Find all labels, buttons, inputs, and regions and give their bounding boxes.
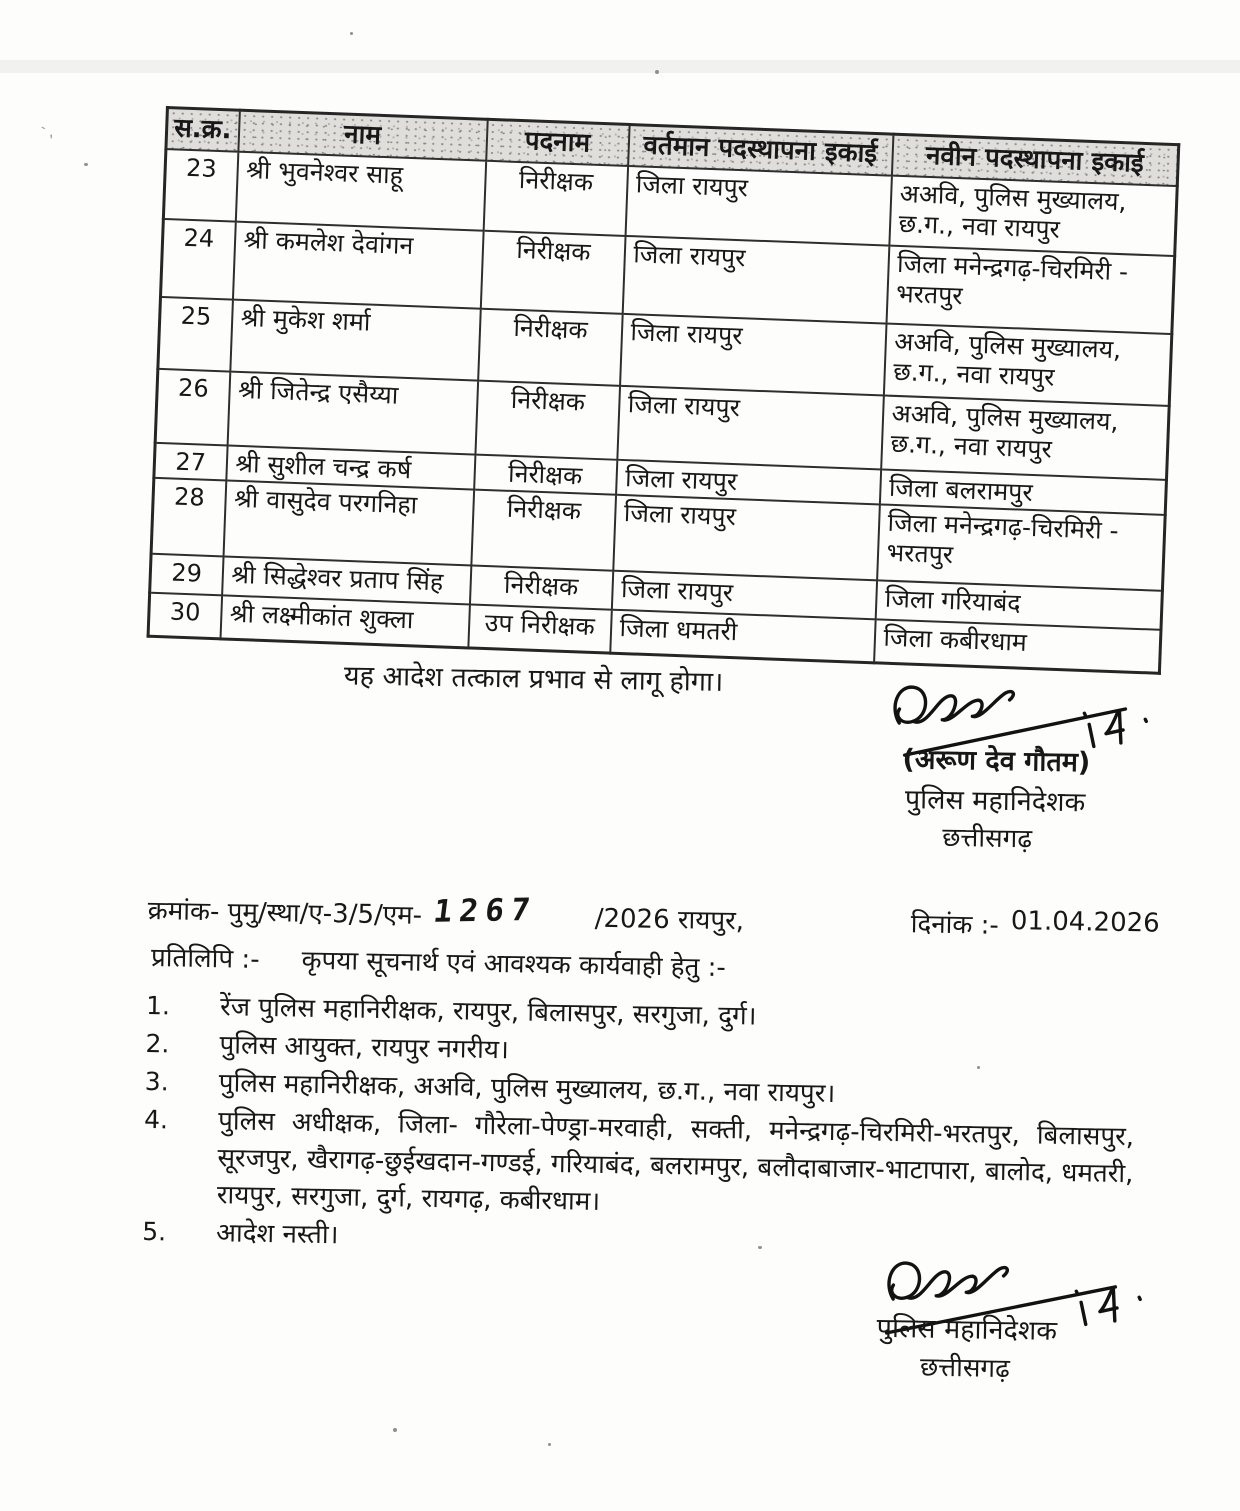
cell-serial: 28: [151, 477, 226, 556]
header-name: नाम: [238, 110, 487, 160]
list-item-text: पुलिस अधीक्षक, जिला- गौरेला-पेण्ड्रा-मरवाही, सक्ती, मनेन्द्रगढ़-चिरमिरी-भरतपुर, बिलासपुर, सूरजपुर, खैरागढ़-छुईखदान-गण्डई, गरियाबंद, बलरामपुर, बलौदाबाजार-भाटापारा, बालोद, धमतरी, रायपुर, सरगुजा, दुर्ग, रायगढ़, कबीरधाम।: [216, 1106, 1135, 1217]
copy-purpose-text: कृपया सूचनार्थ एवं आवश्यक कार्यवाही हेतु :-: [301, 945, 727, 984]
list-item-number: 5.: [141, 1216, 167, 1247]
cell-new-unit: जिला मनेन्द्रगढ़-चिरमिरी - भरतपुर: [877, 504, 1166, 590]
list-item-number: 3.: [144, 1066, 169, 1097]
cell-designation: निरीक्षक: [483, 160, 627, 235]
date-value: 01.04.2026: [1010, 906, 1161, 939]
list-item-number: 2.: [145, 1028, 170, 1059]
reference-number-line: [148, 891, 1160, 945]
cell-name: श्री वासुदेव परगनिहा: [223, 480, 474, 565]
cell-designation: निरीक्षक: [474, 454, 617, 494]
cell-serial: 25: [158, 296, 233, 371]
date-label: दिनांक :-: [910, 909, 1000, 941]
list-item-text: पुलिस महानिरीक्षक, अअवि, पुलिस मुख्यालय, छ.ग., नवा रायपुर।: [218, 1068, 836, 1109]
list-item-number: 4.: [143, 1104, 169, 1135]
cell-new-unit: अअवि, पुलिस मुख्यालय, छ.ग., नवा रायपुर: [889, 175, 1177, 255]
cell-new-unit: अअवि, पुलिस मुख्यालय, छ.ग., नवा रायपुर: [881, 395, 1170, 479]
ref-year-place: /2026 रायपुर,: [594, 903, 745, 937]
cell-new-unit: जिला गरियाबंद: [875, 580, 1162, 629]
cell-current-unit: जिला रायपुर: [611, 570, 876, 619]
cell-name: श्री भुवनेश्वर साहू: [235, 151, 485, 230]
cell-serial: 29: [150, 553, 223, 595]
header-serial: स.क्र.: [166, 108, 239, 152]
cell-new-unit: अअवि, पुलिस मुख्यालय, छ.ग., नवा रायपुर: [883, 323, 1171, 405]
cell-name: श्री कमलेश देवांगन: [232, 221, 483, 308]
list-item-text: रेंज पुलिस महानिरीक्षक, रायपुर, बिलासपुर, सरगुजा, दुर्ग।: [219, 992, 757, 1032]
cell-designation: निरीक्षक: [471, 489, 616, 570]
effective-immediately-line: यह आदेश तत्काल प्रभाव से लागू होगा।: [343, 660, 724, 698]
cell-serial: 26: [155, 368, 230, 445]
cell-new-unit: जिला बलरामपुर: [879, 469, 1166, 514]
scan-smudge: `‚: [39, 123, 53, 143]
header-current-unit: वर्तमान पदस्थापना इकाई: [628, 124, 893, 175]
cell-serial: 24: [161, 218, 236, 299]
list-item-text: पुलिस आयुक्त, रायपुर नगरीय।: [219, 1030, 510, 1066]
cell-serial: 23: [163, 149, 238, 222]
signatory-title: पुलिस महानिदेशक: [876, 1312, 1058, 1347]
cell-designation: निरीक्षक: [475, 380, 620, 459]
cell-new-unit: जिला मनेन्द्रगढ़-चिरमिरी - भरतपुर: [886, 245, 1175, 333]
list-item-text: आदेश नस्ती।: [215, 1218, 339, 1251]
copy-to-line: [151, 938, 726, 984]
cell-name: श्री सुशील चन्द्र कर्ष: [226, 445, 475, 489]
cell-name: श्री सिद्धेश्वर प्रताप सिंह: [222, 556, 471, 604]
cell-name: श्री जितेन्द्र एसैय्या: [227, 371, 478, 454]
signatory-state: छत्तीसगढ़: [941, 822, 1033, 855]
cell-current-unit: जिला रायपुर: [620, 313, 886, 395]
cell-name: श्री मुकेश शर्मा: [230, 299, 480, 380]
cell-current-unit: जिला रायपुर: [625, 165, 891, 245]
cell-designation: निरीक्षक: [478, 308, 623, 385]
cell-serial: 27: [154, 442, 227, 480]
cell-designation: निरीक्षक: [480, 230, 625, 313]
cell-current-unit: जिला रायपुर: [617, 385, 884, 469]
cell-designation: उप निरीक्षक: [468, 604, 612, 653]
list-item: [143, 1102, 1137, 1230]
list-item-number: 1.: [145, 990, 171, 1021]
header-designation: पदनाम: [486, 119, 629, 165]
cell-serial: 30: [148, 592, 222, 639]
signatory-title: पुलिस महानिदेशक: [904, 784, 1086, 819]
ref-prefix: क्रमांक- पुमु/स्था/ए-3/5/एम-: [147, 895, 423, 931]
cell-new-unit: जिला कबीरधाम: [874, 619, 1161, 673]
handwritten-ref-number: 1267: [431, 892, 540, 930]
copy-distribution-list: [142, 988, 1138, 1269]
cell-designation: निरीक्षक: [469, 565, 612, 609]
signatory-name: (अरूण देव गौतम): [902, 744, 1091, 779]
cell-current-unit: जिला धमतरी: [610, 609, 875, 663]
header-new-unit: नवीन पदस्थापना इकाई: [891, 134, 1178, 185]
cell-name: श्री लक्ष्मीकांत शुक्ला: [220, 595, 469, 648]
cell-current-unit: जिला रायपुर: [613, 494, 880, 580]
date-group: [910, 904, 1160, 944]
cell-current-unit: जिला रायपुर: [622, 235, 889, 323]
copy-label: प्रतिलिपि :-: [150, 943, 260, 975]
cell-current-unit: जिला रायपुर: [616, 459, 881, 504]
signatory-state: छत्तीसगढ़: [919, 1352, 1010, 1385]
